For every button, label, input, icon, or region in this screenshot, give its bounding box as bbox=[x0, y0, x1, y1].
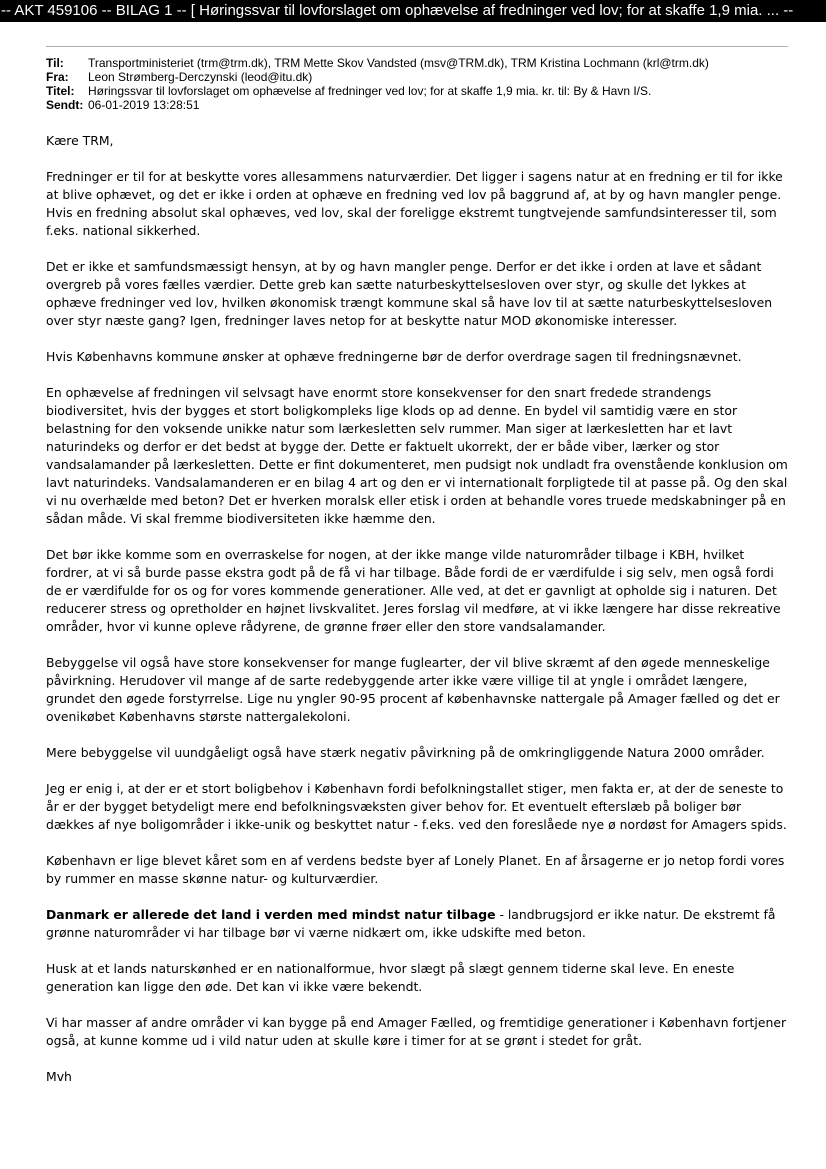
paragraph-3: Hvis Københavns kommune ønsker at ophæve fredningerne bør de derfor overdrage sagen til fredningsnævnet. bbox=[46, 349, 742, 364]
paragraph-6: Bebyggelse vil også have store konsekvenser for mange fuglearter, der vil blive skræmt af den øgede menneskelige påvirkning. Herudover vil mange af de sarte redebyggende arter ikke være villige til at yngle i området længere, grundet den øgede forstyrrelse. Lige nu yngler 90-95 procent af københavnske nattergale på Amager fælled og det er ovenikøbet Københavns største nattergalekoloni. bbox=[46, 655, 780, 724]
paragraph-8: Jeg er enig i, at der er et stort boligbehov i København fordi befolkningstallet stiger, men fakta er, at der de seneste to år er der bygget betydeligt mere end befolkningsvæksten giver behov for. Et eventuelt efterslæb på boliger bør dækkes af nye boligområder i ikke-unik og beskyttet natur - f.eks. ved den foreslåede nye ø nordøst for Amagers spids. bbox=[46, 781, 787, 832]
title-value: Høringssvar til lovforslaget om ophævelse af fredninger ved lov; for at skaffe 1,9 mia. kr. til: By & Havn I/S. bbox=[88, 84, 652, 98]
closing: Mvh bbox=[46, 1069, 72, 1084]
header-divider bbox=[46, 46, 788, 47]
paragraph-10-emphasis: Danmark er allerede det land i verden med mindst natur tilbage bbox=[46, 907, 496, 922]
sent-row bbox=[46, 98, 788, 112]
document-banner bbox=[0, 0, 826, 22]
from-row bbox=[46, 70, 788, 84]
paragraph-9: København er lige blevet kåret som en af verdens bedste byer af Lonely Planet. En af årsagerne er jo netop fordi vores by rummer en masse skønne natur- og kulturværdier. bbox=[46, 853, 785, 886]
from-label: Fra: bbox=[46, 70, 69, 84]
email-header bbox=[46, 56, 788, 112]
paragraph-5: Det bør ikke komme som en overraskelse for nogen, at der ikke mange vilde naturområder tilbage i KBH, hvilket fordrer, at vi så burde passe ekstra godt på de få vi har tilbage. Både fordi de er værdifulde i sig selv, men også fordi de er værdifulde for os og for vores kommende generationer. Alle ved, at det er gavnligt at opholde sig i naturen. Det reducerer stress og opretholder en højnet livskvalitet. Jeres forslag vil medføre, at vi ikke længere har disse rekreative områder, hvor vi kunne opleve rådyrene, de grønne frøer eller den store vandsalamander. bbox=[46, 547, 781, 634]
paragraph-10-rest: - landbrugsjord er ikke natur. De ekstremt få grønne naturområder vi har tilbage bør vi værne nidkært om, ikke udskifte med beton. bbox=[46, 907, 776, 940]
paragraph-11: Husk at et lands naturskønhed er en nationalformue, hvor slægt på slægt gennem tiderne skal leve. En eneste generation kan ligge den øde. Det kan vi ikke være bekendt. bbox=[46, 961, 735, 994]
sent-label: Sendt: bbox=[46, 98, 84, 112]
from-value: Leon Strømberg-Derczynski (leod@itu.dk) bbox=[88, 70, 313, 84]
to-value: Transportministeriet (trm@trm.dk), TRM Mette Skov Vandsted (msv@TRM.dk), TRM Kristina Lochmann (krl@trm.dk) bbox=[88, 56, 709, 70]
sent-value: 06-01-2019 13:28:51 bbox=[88, 98, 200, 112]
paragraph-12: Vi har masser af andre områder vi kan bygge på end Amager Fælled, og fremtidige generationer i København fortjener også, at kunne komme ud i vild natur uden at skulle køre i timer for at se grønt i stedet for gråt. bbox=[46, 1015, 787, 1048]
paragraph-10 bbox=[46, 906, 791, 942]
to-row bbox=[46, 56, 788, 70]
paragraph-2: Det er ikke et samfundsmæssigt hensyn, at by og havn mangler penge. Derfor er det ikke i orden at lave et sådant overgreb på vores fælles værdier. Dette greb kan sætte naturbeskyttelsesloven over styr, og skulle det lykkes at ophæve fredninger ved lov, hvilken økonomisk trængt kommune skal så have lov til at sætte naturbeskyttelsesloven over styr næste gang? Igen, fredninger laves netop for at beskytte natur MOD økonomiske interesser. bbox=[46, 259, 773, 328]
paragraph-1: Fredninger er til for at beskytte vores allesammens naturværdier. Det ligger i sagens natur at en fredning er til for ikke at blive ophævet, og det er ikke i orden at ophæve en fredning ved lov på baggrund af, at by og havn mangler penge. Hvis en fredning absolut skal ophæves, ved lov, skal der foreligge ekstremt tungtvejende samfundsinteresser til, som f.eks. national sikkerhed. bbox=[46, 169, 783, 238]
paragraph-4: En ophævelse af fredningen vil selvsagt have enormt store konsekvenser for den snart fredede strandengs biodiversitet, hvis der bygges et stort boligkompleks lige klods op ad denne. En bydel vil samtidig være en stor belastning for den voksende unikke natur som lærkesletten selv rummer. Man siger at lærkesletten har et lavt naturindeks og derfor er det bedst at bygge der. Dette er faktuelt ukorrekt, der er både viber, lærker og stor vandsalamander på lærkesletten. Dette er fint dokumenteret, men pudsigt nok undladt fra ovenstående konklusion om lavt naturindeks. Vandsalamanderen er en bilag 4 art og den er vi internationalt forpligtede til at passe på. Og den skal vi nu overhælde med beton? Det er hverken moralsk eller etisk i orden at behandle vores truede medskabninger på en sådan måde. Vi skal fremme biodiversiteten ikke hæmme den. bbox=[46, 385, 788, 526]
message-body bbox=[46, 132, 791, 1104]
greeting: Kære TRM, bbox=[46, 133, 114, 148]
title-row bbox=[46, 84, 788, 98]
title-label: Titel: bbox=[46, 84, 75, 98]
paragraph-7: Mere bebyggelse vil uundgåeligt også have stærk negativ påvirkning på de omkringliggende Natura 2000 områder. bbox=[46, 745, 765, 760]
to-label: Til: bbox=[46, 56, 64, 70]
banner-text: -- AKT 459106 -- BILAG 1 -- [ Høringssvar til lovforslaget om ophævelse af fredninger ved lov; for at skaffe 1,9 mia. ... -- bbox=[1, 2, 794, 19]
